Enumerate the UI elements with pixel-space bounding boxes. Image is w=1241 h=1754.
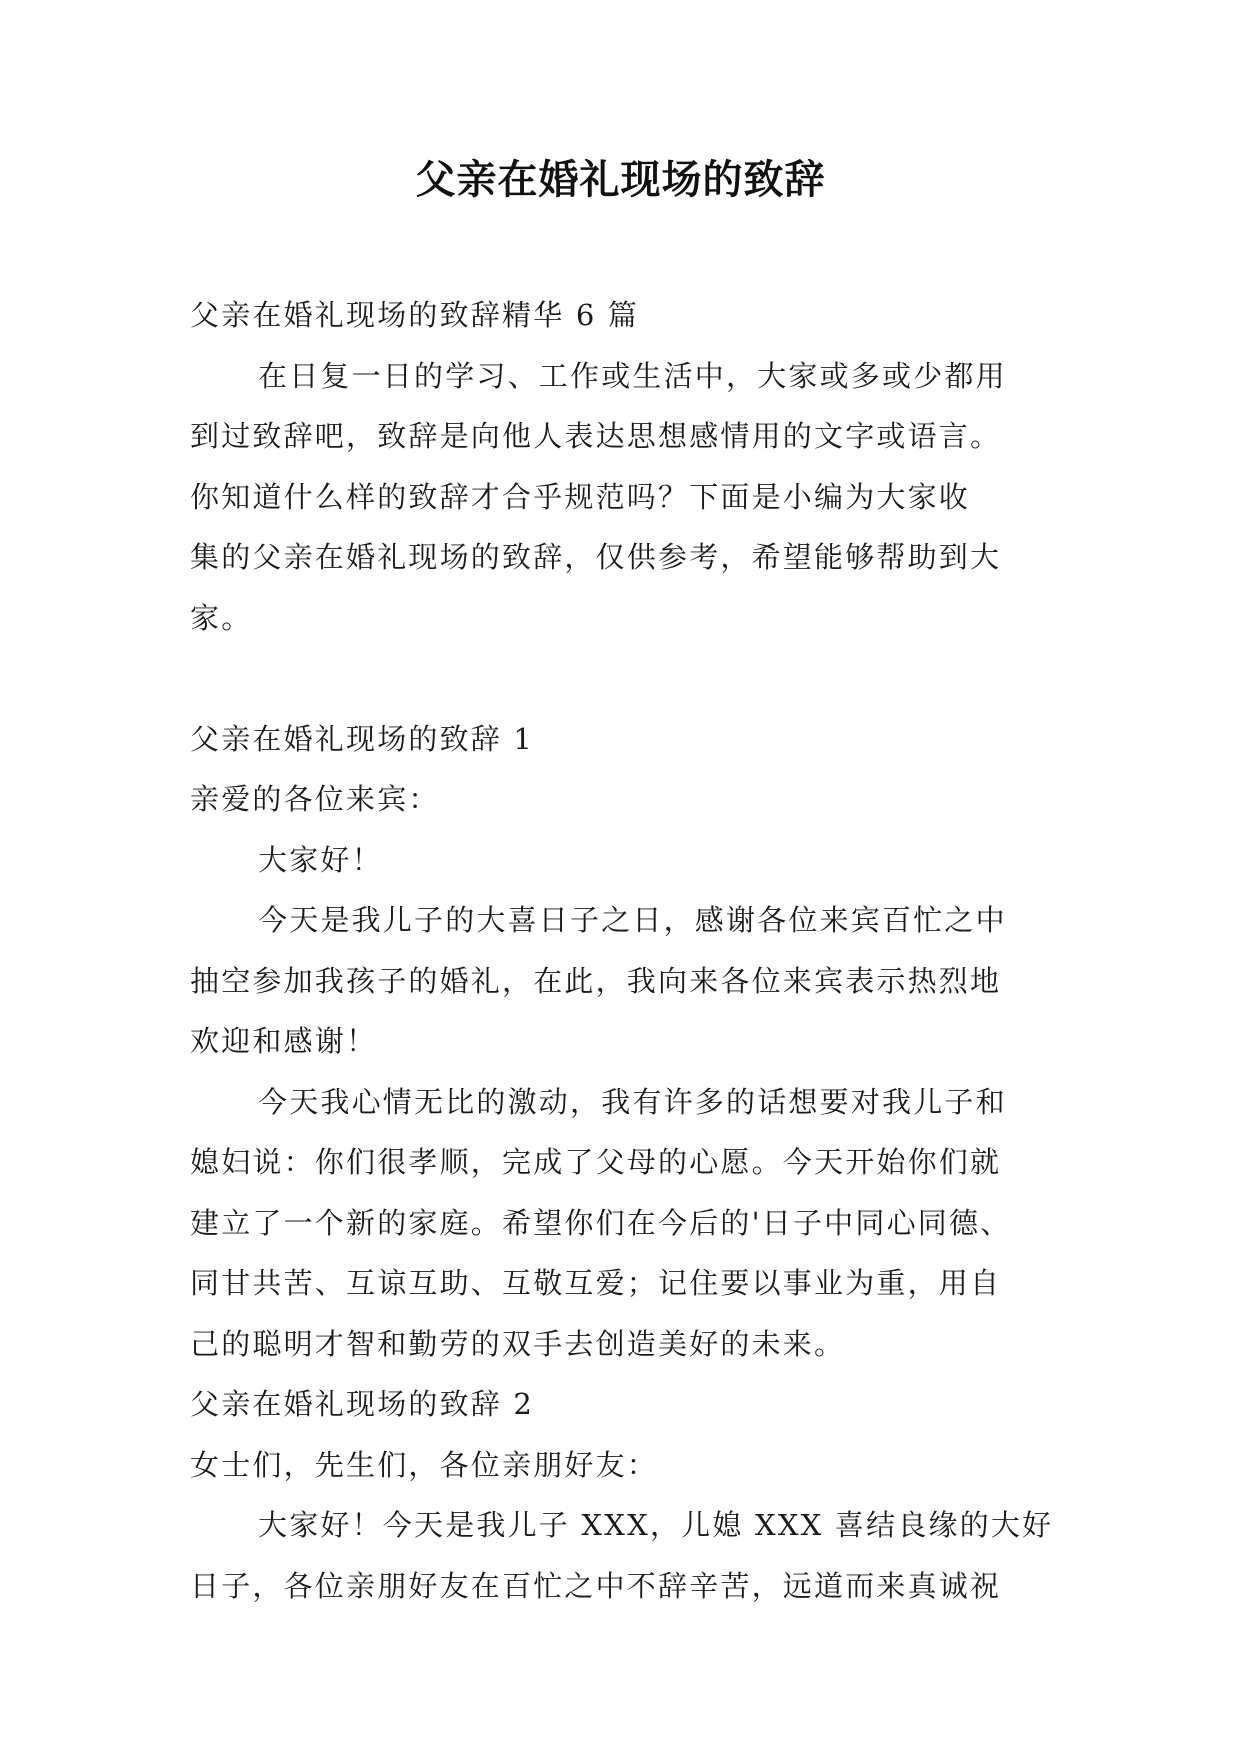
section-2 [190,1374,1070,1616]
section-1-paragraph-2 [190,1072,1070,1375]
section-1-paragraph-1 [190,890,1070,1072]
intro-line: 在日复一日的学习、工作或生活中，大家或多或少都用 [258,358,1007,393]
section-heading: 父亲在婚礼现场的致辞 1 [190,721,535,756]
paragraph-line: 今天我心情无比的激动，我有许多的话想要对我儿子和 [258,1084,1007,1119]
paragraph-line: 今天是我儿子的大喜日子之日，感谢各位来宾百忙之中 [258,903,1007,937]
paragraph-line: 媳妇说：你们很孝顺，完成了父母的心愿。今天开始你们就 [190,1145,1002,1179]
salutation: 女士们，先生们，各位亲朋好友： [190,1447,659,1482]
paragraph-line: 日子，各位亲朋好友在百忙之中不辞辛苦，远道而来真诚祝 [190,1568,1002,1603]
paragraph-line: 大家好！今天是我儿子 XXX，儿媳 XXX 喜结良缘的大好 [258,1508,1054,1542]
section-heading: 父亲在婚礼现场的致辞 2 [190,1387,535,1421]
document-subtitle: 父亲在婚礼现场的致辞精华 6 篇 [190,298,640,332]
section-1 [190,709,1070,1375]
paragraph-gap [190,648,1070,709]
intro-line: 集的父亲在婚礼现场的致辞，仅供参考，希望能够帮助到大 [190,540,1002,574]
intro-paragraph [190,346,1070,649]
paragraph-line: 己的聪明才智和勤劳的双手去创造美好的未来。 [190,1326,846,1361]
paragraph-line: 同甘共苦、互谅互助、互敬互爱；记住要以事业为重，用自 [190,1266,1002,1300]
section-2-paragraph-1 [190,1495,1070,1616]
intro-line: 到过致辞吧，致辞是向他人表达思想感情用的文字或语言。 [190,419,1002,453]
document-body [190,285,1070,1616]
paragraph-line: 建立了一个新的家庭。希望你们在今后的'日子中同心同德、 [190,1205,1012,1240]
intro-line: 你知道什么样的致辞才合乎规范吗？下面是小编为大家收 [190,479,971,514]
document-title: 父亲在婚礼现场的致辞 [415,157,826,203]
paragraph-line: 欢迎和感谢！ [190,1024,378,1058]
paragraph-line: 抽空参加我孩子的婚礼，在此，我向来各位来宾表示热烈地 [190,963,1002,998]
intro-line: 家。 [190,600,253,635]
greeting: 大家好！ [258,842,383,877]
salutation: 亲爱的各位来宾： [190,782,440,816]
